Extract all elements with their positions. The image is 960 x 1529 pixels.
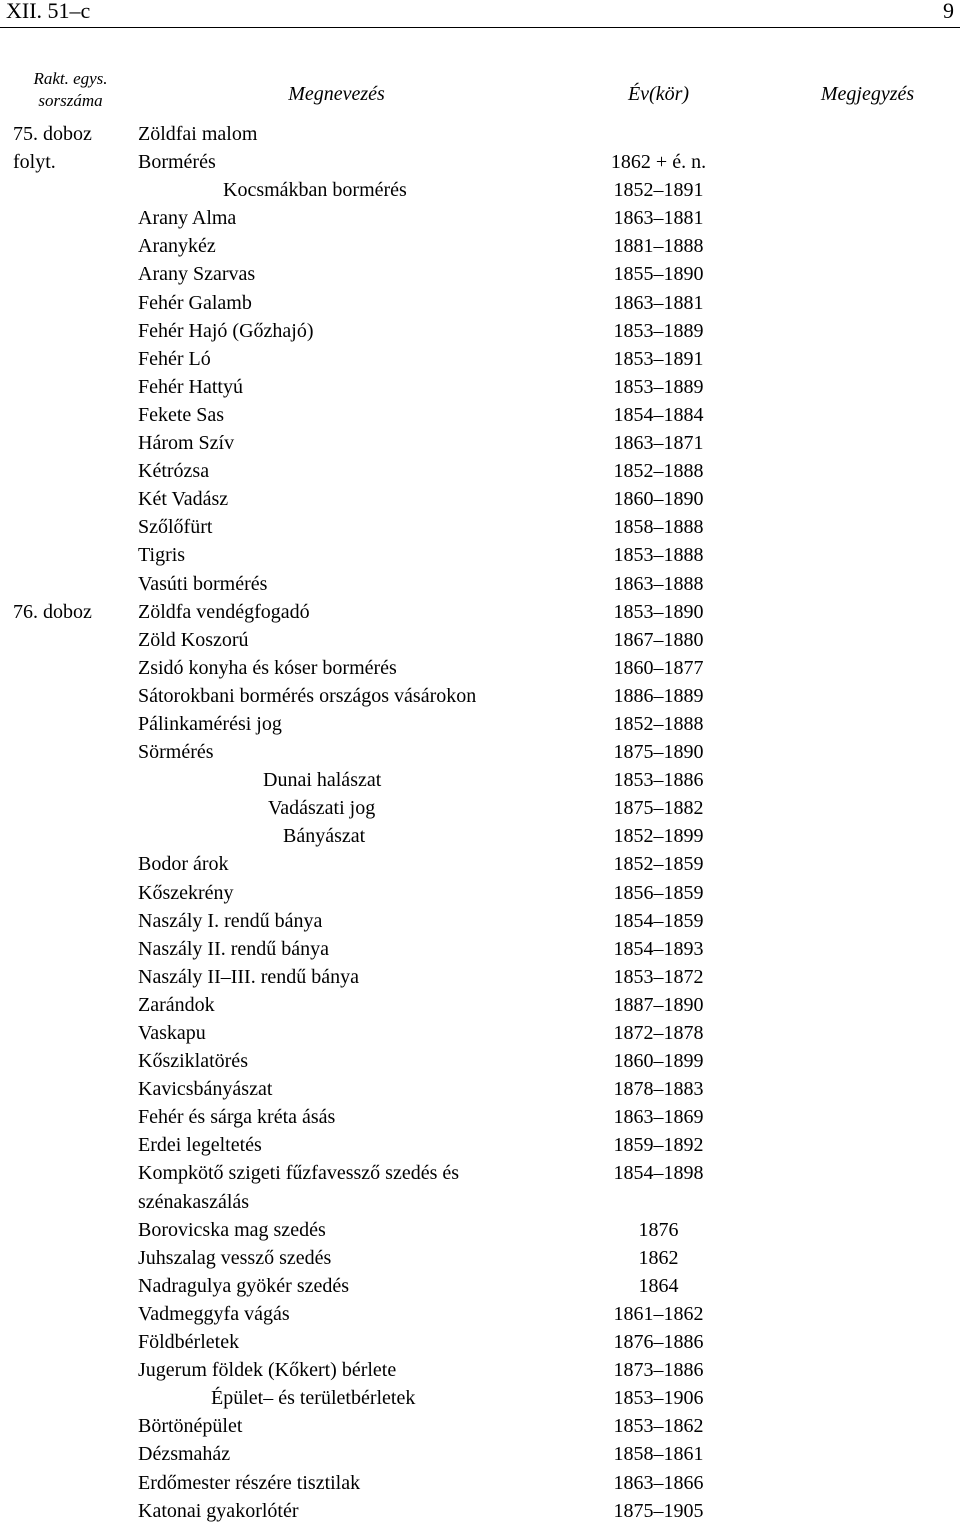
table-row bbox=[8, 1075, 958, 1103]
cell-c3: 1864 bbox=[638, 1274, 679, 1297]
cell-c3: 1863–1871 bbox=[613, 432, 704, 455]
cell-c4 bbox=[777, 429, 958, 457]
cell-c1 bbox=[8, 991, 133, 1019]
cell-c3: 1863–1888 bbox=[613, 572, 704, 595]
cell-c3: 1863–1869 bbox=[613, 1106, 704, 1129]
table-row bbox=[8, 457, 958, 485]
table-row bbox=[8, 176, 958, 204]
cell-c4 bbox=[777, 1047, 958, 1075]
cell-c1 bbox=[8, 1159, 133, 1215]
cell-c3: 1853–1890 bbox=[613, 600, 704, 623]
cell-c1 bbox=[8, 1047, 133, 1075]
cell-c2: Fehér Hattyú bbox=[138, 375, 243, 398]
cell-c1 bbox=[8, 570, 133, 598]
table-row bbox=[8, 907, 958, 935]
table-row bbox=[8, 1019, 958, 1047]
table-row bbox=[8, 204, 958, 232]
table-row bbox=[8, 1412, 958, 1440]
cell-c1 bbox=[8, 963, 133, 991]
cell-c3: 1856–1859 bbox=[613, 881, 704, 904]
cell-c2: Szőlőfürt bbox=[138, 516, 213, 539]
page-header bbox=[0, 0, 960, 30]
cell-c1: folyt. bbox=[13, 151, 56, 174]
table-row bbox=[8, 401, 958, 429]
cell-c4 bbox=[777, 1019, 958, 1047]
cell-c1 bbox=[8, 513, 133, 541]
cell-c2: Naszály II. rendű bánya bbox=[138, 937, 330, 960]
cell-c1: 75. doboz bbox=[13, 123, 92, 145]
cell-c4 bbox=[777, 120, 958, 148]
cell-c1 bbox=[8, 1131, 133, 1159]
cell-c3: 1863–1866 bbox=[613, 1471, 704, 1494]
table-row bbox=[8, 1440, 958, 1468]
cell-c2: Erdei legeltetés bbox=[138, 1134, 262, 1157]
cell-c1 bbox=[8, 710, 133, 738]
header-name: Megnevezés bbox=[288, 83, 385, 105]
cell-c1 bbox=[8, 541, 133, 569]
cell-c3: 1852–1899 bbox=[613, 825, 704, 848]
cell-c2: Bányászat bbox=[283, 825, 366, 848]
cell-c3: 1852–1888 bbox=[613, 712, 704, 735]
cell-c3: 1853–1891 bbox=[613, 347, 704, 370]
cell-c2: Kocsmákban bormérés bbox=[223, 179, 407, 202]
cell-c1 bbox=[8, 1497, 133, 1525]
cell-c1 bbox=[8, 1216, 133, 1244]
cell-c2: Katonai gyakorlótér bbox=[138, 1499, 299, 1522]
cell-c4 bbox=[777, 373, 958, 401]
cell-c4 bbox=[777, 963, 958, 991]
table-row bbox=[8, 429, 958, 457]
cell-c4 bbox=[777, 317, 958, 345]
cell-c2: Fehér és sárga kréta ásás bbox=[138, 1106, 336, 1129]
cell-c3: 1873–1886 bbox=[613, 1359, 704, 1382]
cell-c3: 1875–1905 bbox=[613, 1499, 704, 1522]
cell-c4 bbox=[777, 822, 958, 850]
cell-c3: 1878–1883 bbox=[613, 1078, 704, 1101]
table-row bbox=[8, 1131, 958, 1159]
cell-c1 bbox=[8, 232, 133, 260]
cell-c3: 1853–1889 bbox=[613, 375, 704, 398]
cell-c1 bbox=[8, 429, 133, 457]
table-row bbox=[8, 1216, 958, 1244]
cell-c3: 1861–1862 bbox=[613, 1302, 704, 1325]
table-row bbox=[8, 373, 958, 401]
cell-c4 bbox=[777, 1159, 958, 1215]
cell-c2: Kőszekrény bbox=[138, 881, 234, 904]
cell-c1 bbox=[8, 654, 133, 682]
cell-c2: Bodor árok bbox=[138, 853, 229, 876]
cell-c3: 1852–1859 bbox=[613, 853, 704, 876]
cell-c4 bbox=[777, 1497, 958, 1525]
cell-c2: Naszály I. rendű bánya bbox=[138, 909, 323, 932]
table-row bbox=[8, 1469, 958, 1497]
table-row bbox=[8, 232, 958, 260]
cell-c3: 1852–1888 bbox=[613, 460, 704, 483]
cell-c1 bbox=[8, 935, 133, 963]
table-row bbox=[8, 1300, 958, 1328]
cell-c4 bbox=[777, 1384, 958, 1412]
cell-c2: Sörmérés bbox=[138, 741, 214, 764]
cell-c3: 1862 + é. n. bbox=[610, 151, 707, 174]
cell-c4 bbox=[777, 991, 958, 1019]
cell-c4 bbox=[777, 1356, 958, 1384]
table-row bbox=[8, 541, 958, 569]
cell-c1 bbox=[8, 204, 133, 232]
cell-c4 bbox=[777, 738, 958, 766]
cell-c1 bbox=[8, 1300, 133, 1328]
cell-c4 bbox=[777, 654, 958, 682]
cell-c1 bbox=[8, 1019, 133, 1047]
cell-c2: Sátorokbani bormérés országos vásárokon bbox=[138, 684, 477, 707]
cell-c2: Bormérés bbox=[138, 151, 216, 174]
cell-c1 bbox=[8, 289, 133, 317]
cell-c1 bbox=[8, 766, 133, 794]
cell-c4 bbox=[777, 513, 958, 541]
cell-c2: Aranykéz bbox=[138, 235, 216, 258]
cell-c3: 1887–1890 bbox=[613, 993, 704, 1016]
cell-c4 bbox=[777, 1103, 958, 1131]
cell-c4 bbox=[777, 682, 958, 710]
cell-c1 bbox=[8, 626, 133, 654]
table-body bbox=[8, 120, 958, 1525]
cell-c4 bbox=[777, 260, 958, 288]
cell-c3: 1853–1862 bbox=[613, 1415, 704, 1438]
cell-c3: 1862 bbox=[638, 1246, 679, 1269]
cell-c4 bbox=[777, 598, 958, 626]
cell-c3: 1853–1888 bbox=[613, 544, 704, 567]
cell-c3: 1853–1906 bbox=[613, 1387, 704, 1410]
cell-c2: Dézsmaház bbox=[138, 1443, 231, 1466]
table-row bbox=[8, 1384, 958, 1412]
cell-c2: Zöldfai malom bbox=[138, 123, 258, 145]
cell-c3: 1854–1884 bbox=[613, 403, 704, 426]
cell-c4 bbox=[777, 457, 958, 485]
cell-c1 bbox=[8, 401, 133, 429]
table-row bbox=[8, 766, 958, 794]
cell-c4 bbox=[777, 204, 958, 232]
cell-c2: Zarándok bbox=[138, 993, 215, 1016]
cell-c2: Naszály II–III. rendű bánya bbox=[138, 965, 360, 988]
cell-c4 bbox=[777, 626, 958, 654]
cell-c3: 1863–1881 bbox=[613, 291, 704, 314]
cell-c1 bbox=[8, 682, 133, 710]
table-row bbox=[8, 485, 958, 513]
header-unit-number: Rakt. egys. sorszáma bbox=[33, 69, 108, 110]
cell-c2: Tigris bbox=[138, 544, 186, 567]
cell-c1 bbox=[8, 879, 133, 907]
header-years: Év(kör) bbox=[627, 83, 690, 105]
cell-c2: Kompkötő szigeti fűzfavessző szedés és szénakaszálás bbox=[138, 1162, 460, 1213]
table-row bbox=[8, 626, 958, 654]
table-row bbox=[8, 317, 958, 345]
cell-c3: 1858–1861 bbox=[613, 1443, 704, 1466]
cell-c4 bbox=[777, 710, 958, 738]
table-row bbox=[8, 879, 958, 907]
cell-c1 bbox=[8, 1328, 133, 1356]
cell-c2: Fekete Sas bbox=[138, 403, 225, 426]
cell-c4 bbox=[777, 766, 958, 794]
cell-c4 bbox=[777, 1131, 958, 1159]
cell-c2: Dunai halászat bbox=[263, 769, 382, 792]
cell-c2: Borovicska mag szedés bbox=[138, 1218, 326, 1241]
cell-c3: 1860–1890 bbox=[613, 488, 704, 511]
cell-c1 bbox=[8, 1356, 133, 1384]
cell-c2: Vadászati jog bbox=[268, 797, 376, 820]
table-row bbox=[8, 794, 958, 822]
table-row bbox=[8, 682, 958, 710]
cell-c4 bbox=[777, 570, 958, 598]
cell-c4 bbox=[777, 935, 958, 963]
table-row bbox=[8, 513, 958, 541]
cell-c3: 1872–1878 bbox=[613, 1022, 704, 1044]
cell-c4 bbox=[777, 850, 958, 878]
cell-c2: Arany Alma bbox=[138, 207, 237, 230]
table-row bbox=[8, 345, 958, 373]
cell-c4 bbox=[777, 401, 958, 429]
archive-reference: XII. 51–c bbox=[6, 0, 91, 23]
cell-c2: Két Vadász bbox=[138, 488, 229, 511]
table-row bbox=[8, 1047, 958, 1075]
cell-c3: 1853–1872 bbox=[613, 965, 704, 988]
table-row bbox=[8, 1244, 958, 1272]
cell-c1 bbox=[8, 345, 133, 373]
cell-c1 bbox=[8, 485, 133, 513]
cell-c3: 1886–1889 bbox=[613, 684, 704, 707]
cell-c2: Három Szív bbox=[138, 432, 235, 455]
table-row bbox=[8, 1328, 958, 1356]
cell-c2: Vaskapu bbox=[138, 1022, 206, 1044]
cell-c4 bbox=[777, 1272, 958, 1300]
table-row bbox=[8, 289, 958, 317]
cell-c3: 1875–1890 bbox=[613, 741, 704, 764]
cell-c2: Vasúti bormérés bbox=[138, 572, 268, 595]
cell-c3: 1867–1880 bbox=[613, 628, 704, 651]
cell-c3: 1854–1898 bbox=[613, 1162, 704, 1185]
cell-c4 bbox=[777, 485, 958, 513]
cell-c4 bbox=[777, 1440, 958, 1468]
table-row bbox=[8, 148, 958, 176]
cell-c4 bbox=[777, 1216, 958, 1244]
cell-c4 bbox=[777, 1412, 958, 1440]
cell-c2: Fehér Ló bbox=[138, 347, 211, 370]
table-row bbox=[8, 260, 958, 288]
page-number: 9 bbox=[943, 0, 954, 23]
cell-c4 bbox=[777, 1328, 958, 1356]
cell-c3: 1881–1888 bbox=[613, 235, 704, 258]
cell-c4 bbox=[777, 907, 958, 935]
cell-c3: 1858–1888 bbox=[613, 516, 704, 539]
cell-c1 bbox=[8, 1244, 133, 1272]
cell-c3: 1875–1882 bbox=[613, 797, 704, 820]
cell-c1 bbox=[8, 850, 133, 878]
cell-c4 bbox=[777, 1300, 958, 1328]
cell-c2: Arany Szarvas bbox=[138, 263, 256, 286]
cell-c2: Nadragulya gyökér szedés bbox=[138, 1274, 350, 1297]
cell-c1 bbox=[8, 1384, 133, 1412]
cell-c1: 76. doboz bbox=[13, 600, 92, 623]
cell-c1 bbox=[8, 317, 133, 345]
cell-c3: 1859–1892 bbox=[613, 1134, 704, 1157]
cell-c2: Kétrózsa bbox=[138, 460, 210, 483]
cell-c1 bbox=[8, 822, 133, 850]
cell-c2: Juhszalag vessző szedés bbox=[138, 1246, 332, 1269]
cell-c3: 1854–1859 bbox=[613, 909, 704, 932]
table-row bbox=[8, 935, 958, 963]
cell-c2: Zöld Koszorú bbox=[138, 628, 249, 651]
cell-c2: Kavicsbányászat bbox=[138, 1078, 273, 1101]
table-row bbox=[8, 1356, 958, 1384]
cell-c3: 1863–1881 bbox=[613, 207, 704, 230]
cell-c1 bbox=[8, 1272, 133, 1300]
cell-c2: Erdőmester részére tisztilak bbox=[138, 1471, 361, 1494]
table-row bbox=[8, 738, 958, 766]
header-rule bbox=[0, 27, 960, 28]
cell-c1 bbox=[8, 1440, 133, 1468]
table-row bbox=[8, 822, 958, 850]
cell-c3: 1876–1886 bbox=[613, 1331, 704, 1354]
header-notes: Megjegyzés bbox=[820, 83, 915, 105]
cell-c1 bbox=[8, 1103, 133, 1131]
cell-c1 bbox=[8, 373, 133, 401]
table-header-row bbox=[8, 68, 958, 120]
cell-c1 bbox=[8, 1412, 133, 1440]
cell-c2: Zöldfa vendégfogadó bbox=[138, 600, 310, 623]
cell-c2: Zsidó konyha és kóser bormérés bbox=[138, 656, 397, 679]
cell-c4 bbox=[777, 1075, 958, 1103]
cell-c2: Fehér Hajó (Gőzhajó) bbox=[138, 319, 314, 342]
cell-c4 bbox=[777, 541, 958, 569]
cell-c2: Vadmeggyfa vágás bbox=[138, 1302, 290, 1325]
table-row bbox=[8, 1159, 958, 1215]
table-row bbox=[8, 570, 958, 598]
cell-c1 bbox=[8, 260, 133, 288]
cell-c3: 1852–1891 bbox=[613, 179, 704, 202]
cell-c1 bbox=[8, 738, 133, 766]
cell-c4 bbox=[777, 345, 958, 373]
cell-c1 bbox=[8, 907, 133, 935]
table-row bbox=[8, 710, 958, 738]
cell-c4 bbox=[777, 176, 958, 204]
cell-c2: Fehér Galamb bbox=[138, 291, 252, 314]
cell-c3: 1853–1889 bbox=[613, 319, 704, 342]
table-row bbox=[8, 991, 958, 1019]
cell-c4 bbox=[777, 148, 958, 176]
cell-c3 bbox=[540, 120, 777, 148]
cell-c4 bbox=[777, 1469, 958, 1497]
cell-c3: 1860–1877 bbox=[613, 656, 704, 679]
cell-c3: 1853–1886 bbox=[613, 769, 704, 792]
table-row bbox=[8, 598, 958, 626]
table-row bbox=[8, 1103, 958, 1131]
cell-c2: Kősziklatörés bbox=[138, 1050, 248, 1073]
cell-c3: 1860–1899 bbox=[613, 1050, 704, 1073]
cell-c2: Pálinkamérési jog bbox=[138, 712, 282, 735]
cell-c4 bbox=[777, 794, 958, 822]
cell-c2: Börtönépület bbox=[138, 1415, 243, 1438]
table-row bbox=[8, 654, 958, 682]
cell-c3: 1876 bbox=[638, 1218, 679, 1241]
cell-c4 bbox=[777, 1244, 958, 1272]
cell-c2: Jugerum földek (Kőkert) bérlete bbox=[138, 1359, 397, 1382]
cell-c4 bbox=[777, 879, 958, 907]
cell-c3: 1854–1893 bbox=[613, 937, 704, 960]
inventory-table bbox=[8, 68, 958, 1525]
table-row bbox=[8, 850, 958, 878]
cell-c1 bbox=[8, 457, 133, 485]
cell-c4 bbox=[777, 289, 958, 317]
cell-c3: 1855–1890 bbox=[613, 263, 704, 286]
cell-c1 bbox=[8, 176, 133, 204]
cell-c2: Épület– és területbérletek bbox=[211, 1387, 416, 1410]
table-row bbox=[8, 1497, 958, 1525]
cell-c4 bbox=[777, 232, 958, 260]
table-row bbox=[8, 963, 958, 991]
table-row bbox=[8, 1272, 958, 1300]
table-row bbox=[8, 120, 958, 148]
cell-c1 bbox=[8, 1469, 133, 1497]
cell-c1 bbox=[8, 1075, 133, 1103]
cell-c1 bbox=[8, 794, 133, 822]
cell-c2: Földbérletek bbox=[138, 1331, 240, 1354]
